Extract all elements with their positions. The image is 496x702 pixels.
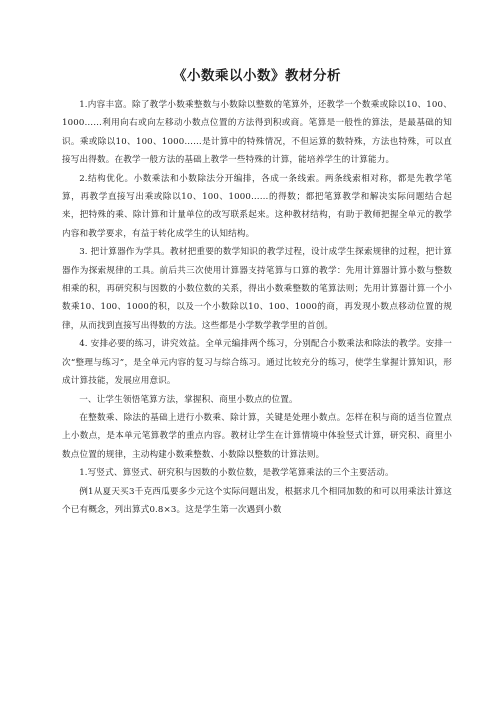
paragraph-2: 2.结构优化。小数乘法和小数除法分开编排，各成一条线索。两条线索相对称，都是先教学笔算，再教学直接写出乘或除以10、100、1000……的得数；都把笔算教学和解决实际问题结合起来，把特殊的乘、除计算和计量单位的改写联系起来。这种教材结构，有助于教师把握全单元的教学内容和教学要求，有益于转化成学生的认知结构。 <box>62 173 452 239</box>
document-title: 《小数乘以小数》教材分析 <box>173 68 341 84</box>
paragraph-7: 例1从夏天买3千克西瓜要多少元这个实际问题出发，根据求几个相同加数的和可以用乘法计算这个已有概念，列出算式0.8×3。这是学生第一次遇到小数 <box>62 486 452 515</box>
paragraph-5: 在整数乘、除法的基础上进行小数乘、除计算，关键是处理小数点。怎样在积与商的适当位置点上小数点，是本单元笔算教学的重点内容。教材让学生在计算情境中体验竖式计算，研究积、商里小数点位置的规律，主动构建小数乘整数、小数除以整数的计算法则。 <box>62 412 452 460</box>
paragraph-1: 1.内容丰富。除了教学小数乘整数与小数除以整数的笔算外，还教学一个数乘或除以10、100、1000……利用向右或向左移动小数点位置的方法得到积或商。笔算是一般性的算法，是最基础的知识。乘或除以10、100、1000……是计算中的特殊情况，不但运算的数特殊，方法也特殊，可以直接写出得数。在教学一般方法的基础上教学一些特殊的计算，能培养学生的计算能力。 <box>62 100 452 166</box>
paragraph-3: 3. 把计算器作为学具。教材把重要的数学知识的教学过程，设计成学生探索规律的过程，把计算器作为探索规律的工具。前后共三次使用计算器支持笔算与口算的教学：先用计算器计算小数与整数相乘的积，再研究积与因数的小数位数的关系，得出小数乘整数的笔算法则；先用计算器计算一个小数乘10、100、1000的积，以及一个小数除以10、100、1000的商，再发现小数点移动位置的规律，从而找到直接写出得数的方法。这些都是小学数学教学里的首创。 <box>62 247 452 331</box>
paragraph-4: 4. 安排必要的练习，讲究效益。全单元编排两个练习，分别配合小数乘法和除法的教学。安排一次“整理与练习”，是全单元内容的复习与综合练习。通过比较充分的练习，使学生掌握计算知识，形成计算技能，发展应用意识。 <box>62 339 452 387</box>
paragraph-6: 1.写竖式、算竖式、研究积与因数的小数位数，是教学笔算乘法的三个主要活动。 <box>79 468 394 479</box>
section-heading-1: 一、让学生领悟笔算方法，掌握积、商里小数点的位置。 <box>79 394 298 405</box>
